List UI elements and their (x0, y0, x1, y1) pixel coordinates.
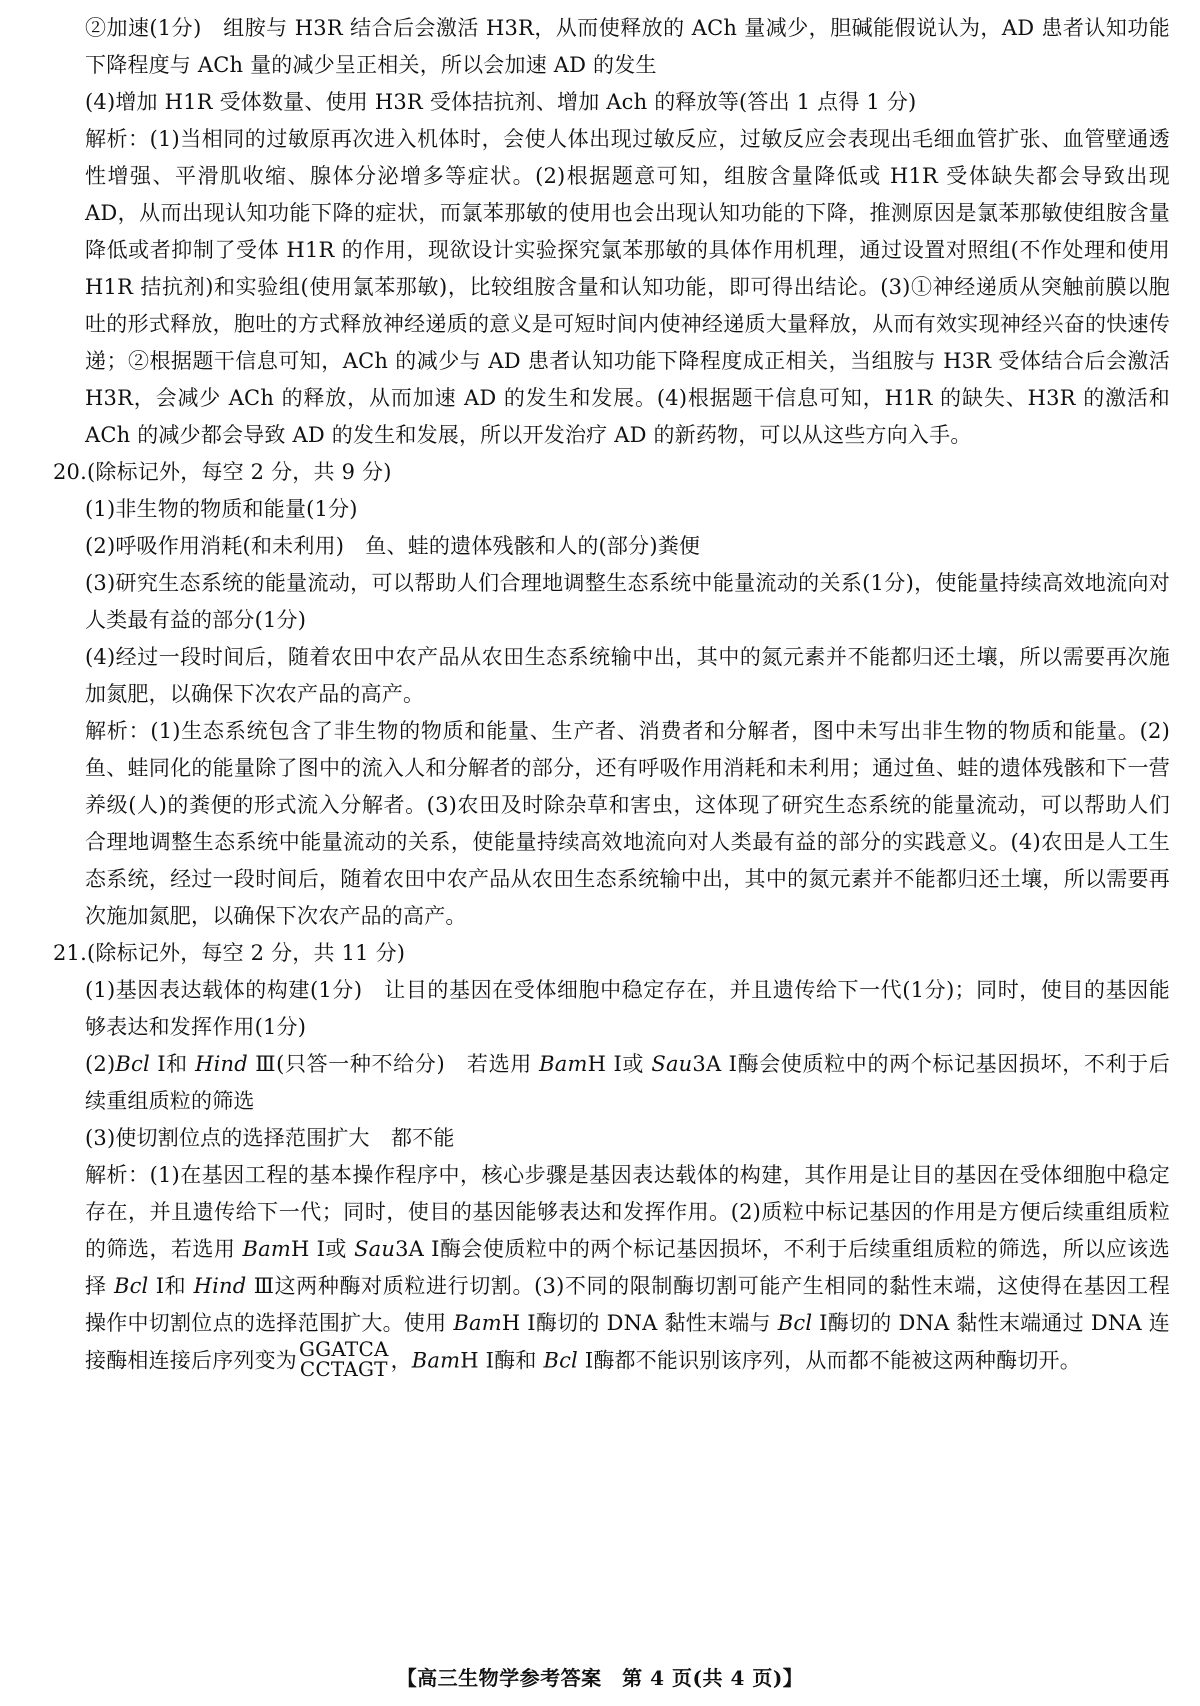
q21-an-bcl: Bcl (543, 1348, 578, 1373)
q19-answer-3-2: ②加速(1分) 组胺与 H3R 结合后会激活 H3R，从而使释放的 ACh 量减少，胆碱能假说认为，AD 患者认知功能下降程度与 ACh 量的减少呈正相关，所以会加速 AD 的发生 (85, 16, 1170, 77)
q21-a2-bam: Bam (539, 1052, 588, 1076)
q21-an-text: 解析：(1)在基因工程的基本操作程序中，核心步骤是基因表达载体的构建，其作用是让目的基因在受体细胞中稳定存在，并且遗传给下一代；同时，使目的基因能够表达和发挥作用。(2)质粒中标记基因的作用是方便后续重组质粒的筛选，若选用 (85, 1163, 1170, 1261)
q21-a2-hind: Hind (195, 1052, 248, 1076)
q21-a2-text: Ⅰ和 (149, 1052, 196, 1076)
q21-an-bam: Bam (453, 1311, 502, 1335)
q21-a2-bcl: Bcl (115, 1052, 150, 1076)
q21-analysis (85, 1157, 1170, 1382)
dna-sequence-top: GGATCA (299, 1337, 389, 1361)
q21-an-text: 3A Ⅰ酶会使质粒中的两个标记基因损坏，不利于后续重组质粒的筛选，所以应该选择 (85, 1237, 1170, 1298)
q21-answer-1: (1)基因表达载体的构建(1分) 让目的基因在受体细胞中稳定存在，并且遗传给下一代(1分)；同时，使目的基因能够表达和发挥作用(1分) (85, 978, 1170, 1039)
q21-answer-2 (85, 1046, 1170, 1120)
q21-an-text: Ⅲ这两种酶对质粒进行切割。(3)不同的限制酶切割可能产生相同的黏性末端，这使得在基因工程操作中切割位点的选择范围扩大。使用 (85, 1274, 1171, 1335)
dna-sequence-bottom: CCTAGT (299, 1357, 388, 1381)
q21-an-text: Ⅰ和 (148, 1274, 194, 1298)
q20-heading: 20.(除标记外，每空 2 分，共 9 分) (53, 460, 392, 484)
page-footer: 【高三生物学参考答案 第 4 页(共 4 页)】 (396, 1666, 804, 1690)
dna-sequence (299, 1339, 389, 1379)
q20-answer-3: (3)研究生态系统的能量流动，可以帮助人们合理地调整生态系统中能量流动的关系(1分)，使能量持续高效地流向对人类最有益的部分(1分) (85, 571, 1170, 632)
q19-answer-4: (4)增加 H1R 受体数量、使用 H3R 受体拮抗剂、增加 Ach 的释放等(答出 1 点得 1 分) (85, 90, 917, 114)
q20-analysis: 解析：(1)生态系统包含了非生物的物质和能量、生产者、消费者和分解者，图中未写出非生物的物质和能量。(2)鱼、蛙同化的能量除了图中的流入人和分解者的部分，还有呼吸作用消耗和未利用；通过鱼、蛙的遗体残骸和下一营养级(人)的粪便的形式流入分解者。(3)农田及时除杂草和害虫，这体现了研究生态系统的能量流动，可以帮助人们合理地调整生态系统中能量流动的关系，使能量持续高效地流向对人类最有益的部分的实践意义。(4)农田是人工生态系统，经过一段时间后，随着农田中农产品从农田生态系统输中出，其中的氮元素并不能都归还土壤，所以需要再次施加氮肥，以确保下次农产品的高产。 (85, 719, 1170, 928)
q21-an-bam: Bam (242, 1237, 291, 1261)
q21-an-text: H Ⅰ或 (290, 1237, 355, 1261)
q21-an-bcl: Bcl (777, 1311, 813, 1335)
q21-an-bam: Bam (411, 1348, 461, 1373)
q21-heading: 21.(除标记外，每空 2 分，共 11 分) (53, 941, 406, 965)
q21-an-text: Ⅰ酶都不能识别该序列，从而都不能被这两种酶切开。 (577, 1348, 1081, 1373)
q21-a2-text: 3A Ⅰ酶会使质粒中的两个标记基因损坏，不利于后续重组质粒的筛选 (85, 1052, 1170, 1113)
q21-a2-text: (2) (85, 1052, 116, 1076)
q21-an-bcl: Bcl (113, 1274, 149, 1298)
q21-an-text: H Ⅰ酶切的 DNA 黏性末端与 (501, 1311, 778, 1335)
q21-an-text: H Ⅰ酶和 (460, 1348, 544, 1373)
q21-a2-text: Ⅲ(只答一种不给分) 若选用 (247, 1052, 540, 1076)
q20-answer-4: (4)经过一段时间后，随着农田中农产品从农田生态系统输中出，其中的氮元素并不能都归还土壤，所以需要再次施加氮肥，以确保下次农产品的高产。 (85, 645, 1170, 706)
q21-answer-3: (3)使切割位点的选择范围扩大 都不能 (85, 1126, 455, 1150)
q19-analysis: 解析：(1)当相同的过敏原再次进入机体时，会使人体出现过敏反应，过敏反应会表现出毛细血管扩张、血管壁通透性增强、平滑肌收缩、腺体分泌增多等症状。(2)根据题意可知，组胺含量降低或 H1R 受体缺失都会导致出现 AD，从而出现认知功能下降的症状，而氯苯那敏的使用也会出现认知功能的下降，推测原因是氯苯那敏使组胺含量降低或者抑制了受体 H1R 的作用，现欲设计实验探究氯苯那敏的具体作用机理，通过设置对照组(不作处理和使用 H1R 拮抗剂)和实验组(使用氯苯那敏)，比较组胺含量和认知功能，即可得出结论。(3)①神经递质从突触前膜以胞吐的形式释放，胞吐的方式释放神经递质的意义是可短时间内使神经递质大量释放，从而有效实现神经兴奋的快速传递；②根据题干信息可知，ACh 的减少与 AD 患者认知功能下降程度成正相关，当组胺与 H3R 受体结合后会激活 H3R，会减少 ACh 的释放，从而加速 AD 的发生和发展。(4)根据题干信息可知，H1R 的缺失、H3R 的激活和 ACh 的减少都会导致 AD 的发生和发展，所以开发治疗 AD 的新药物，可以从这些方向入手。 (85, 127, 1170, 447)
q21-an-text: Ⅰ酶切的 DNA 黏性末端通过 DNA 连接酶相连接后序列变为 (85, 1311, 1170, 1373)
q21-an-sau: Sau (354, 1237, 396, 1261)
q21-an-text: ， (390, 1348, 412, 1373)
q21-a2-sau: Sau (651, 1052, 693, 1076)
q21-a2-text: H Ⅰ或 (587, 1052, 652, 1076)
q21-an-hind: Hind (193, 1274, 247, 1298)
answer-content (53, 10, 1171, 1382)
q20-answer-2: (2)呼吸作用消耗(和未利用) 鱼、蛙的遗体残骸和人的(部分)粪便 (85, 534, 701, 558)
q20-answer-1: (1)非生物的物质和能量(1分) (85, 497, 358, 521)
